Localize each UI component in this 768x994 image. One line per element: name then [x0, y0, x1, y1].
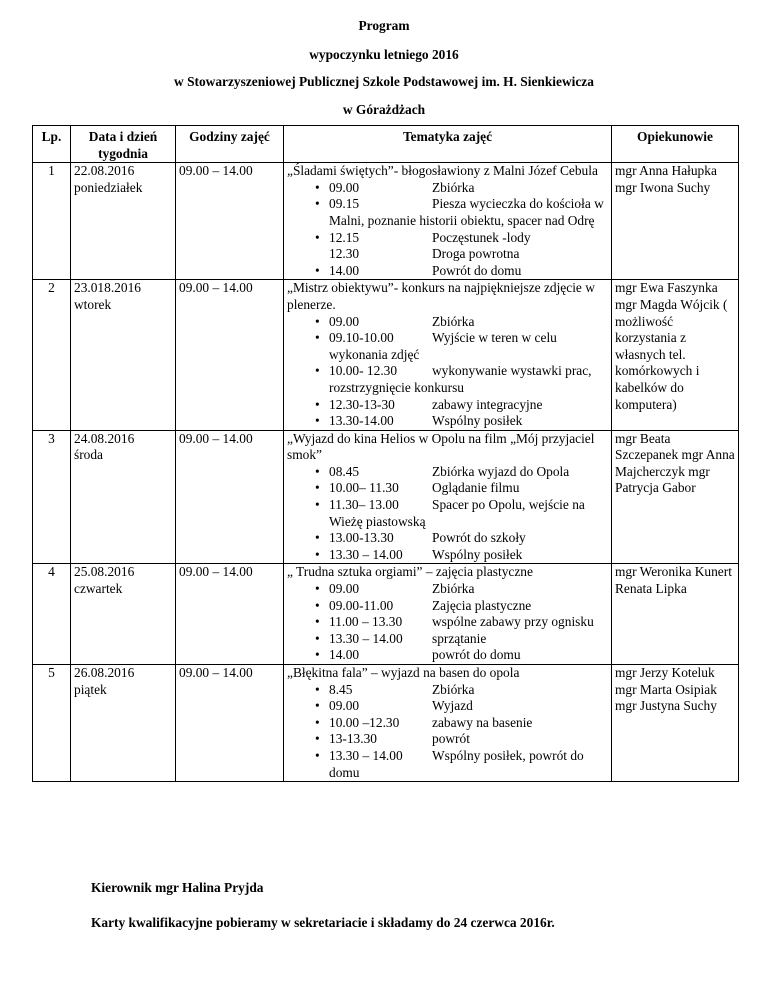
row-guardians: mgr Weronika Kunert Renata Lipka: [612, 564, 739, 665]
row-hours: 09.00 – 14.00: [176, 564, 284, 665]
bullet-icon: •: [315, 747, 320, 763]
schedule-text: sprzątanie: [432, 630, 487, 646]
bullet-icon: •: [315, 546, 320, 562]
bullet-icon: •: [315, 597, 320, 613]
schedule-item: [315, 597, 608, 615]
schedule-text: Piesza wycieczka do kościoła w Malni, poznanie historii obiektu, spacer nad Odrę: [329, 196, 604, 228]
schedule-time: 14.00: [329, 647, 360, 663]
doc-title: Program: [358, 18, 410, 33]
location: w Górażdżach: [342, 102, 426, 117]
row-date-cell: [71, 430, 176, 564]
col-header-guardians: Opiekunowie: [612, 126, 739, 163]
schedule-text: Spacer po Opolu, wejście na Wieżę piastowską: [329, 497, 585, 529]
bullet-icon: •: [315, 614, 320, 630]
col-header-lp: Lp.: [33, 126, 71, 163]
row-number: 1: [33, 163, 71, 280]
col-header-topic: Tematyka zajęć: [284, 126, 612, 163]
table-row: [33, 430, 739, 564]
row-date: 24.08.2016: [74, 430, 135, 446]
bullet-icon: •: [315, 262, 320, 278]
schedule-item: [315, 614, 608, 631]
schedule-time: 09.15: [329, 196, 360, 212]
row-date: 26.08.2016: [74, 665, 135, 680]
table-row: [33, 665, 739, 782]
schedule-time: 13.30 – 14.00: [329, 546, 403, 562]
row-hours: 09.00 – 14.00: [176, 430, 284, 564]
schedule-time: 13.30-14.00: [329, 413, 394, 429]
schedule-text: powrót: [432, 731, 470, 747]
activity-title: „Wyjazd do kina Helios w Opolu na film „Mój przyjaciel smok”: [287, 430, 595, 463]
row-topic-cell: [284, 665, 612, 782]
bullet-icon: •: [315, 179, 320, 195]
row-weekday: piątek: [74, 681, 107, 697]
schedule-time: 10.00– 11.30: [329, 480, 399, 496]
schedule-text: Powrót do domu: [432, 262, 522, 278]
schedule-item: [315, 546, 608, 564]
schedule-text: Wspólny posiłek: [432, 413, 523, 429]
bullet-icon: •: [315, 581, 320, 597]
schedule-item: [315, 262, 608, 280]
schedule-item: [315, 731, 608, 748]
school-name: w Stowarzyszeniowej Publicznej Szkole Podstawowej im. H. Sienkiewicza: [174, 74, 594, 89]
schedule-time: 09.00: [329, 581, 360, 597]
bullet-icon: •: [315, 313, 320, 329]
bullet-icon: •: [315, 413, 320, 429]
schedule-time: 13.30 – 14.00: [329, 747, 403, 763]
schedule-time: 10.00- 12.30: [329, 363, 398, 379]
bullet-icon: •: [315, 714, 320, 730]
schedule-item: [315, 363, 608, 396]
bullet-icon: •: [315, 647, 320, 663]
schedule-item: [315, 179, 608, 197]
bullet-icon: •: [315, 363, 320, 379]
bullet-icon: •: [315, 480, 320, 496]
schedule-text: wykonywanie wystawki prac, rozstrzygnięcie konkursu: [329, 363, 592, 395]
table-row: [33, 564, 739, 665]
schedule-time: 13.00-13.30: [329, 530, 394, 546]
schedule-item: [329, 246, 608, 263]
schedule-time: 12.30-13-30: [329, 396, 395, 412]
schedule-text: Wspólny posiłek: [432, 546, 523, 562]
schedule-time: 10.00 –12.30: [329, 714, 400, 730]
schedule-item: [315, 463, 608, 481]
schedule-text: zabawy na basenie: [432, 714, 533, 730]
row-number: 4: [33, 564, 71, 665]
schedule-item: [315, 714, 608, 732]
row-number: 2: [33, 280, 71, 430]
schedule-text: Zajęcia plastyczne: [432, 597, 532, 613]
row-topic-cell: [284, 564, 612, 665]
schedule-item: [315, 530, 608, 547]
row-weekday: poniedziałek: [74, 179, 143, 195]
row-weekday: czwartek: [74, 581, 123, 597]
schedule-time: 11.30– 13.00: [329, 497, 399, 513]
row-topic-cell: [284, 430, 612, 564]
table-row: [33, 280, 739, 430]
row-guardians: mgr Beata Szczepanek mgr Anna Majcherczyk mgr Patrycja Gabor: [612, 430, 739, 564]
row-number: 5: [33, 665, 71, 782]
schedule-time: 09.00: [329, 179, 360, 195]
schedule-item: [315, 647, 608, 664]
schedule-text: Zbiórka: [432, 681, 475, 697]
schedule-text: Wspólny posiłek, powrót do domu: [329, 747, 584, 780]
schedule-text: Wyjazd: [432, 698, 473, 714]
schedule-text: Zbiórka wyjazd do Opola: [432, 463, 570, 479]
bullet-icon: •: [315, 396, 320, 412]
row-topic-cell: [284, 280, 612, 430]
row-hours: 09.00 – 14.00: [176, 163, 284, 280]
schedule-time: 12.30: [329, 246, 360, 262]
row-weekday: środa: [74, 447, 104, 463]
bullet-icon: •: [315, 330, 320, 346]
row-hours: 09.00 – 14.00: [176, 665, 284, 782]
col-header-hours: Godziny zajęć: [176, 126, 284, 163]
director-line: Kierownik mgr Halina Pryjda: [91, 880, 264, 895]
schedule-item: [315, 681, 608, 699]
schedule-item: [315, 581, 608, 598]
row-guardians: mgr Ewa Faszynka mgr Magda Wójcik ( możliwość korzystania z własnych tel. komórkowych i kabelków do komputera): [612, 280, 739, 430]
row-date-cell: [71, 280, 176, 430]
schedule-item: [315, 480, 608, 497]
schedule-time: 09.10-10.00: [329, 330, 394, 346]
bullet-icon: •: [315, 530, 320, 546]
bullet-icon: •: [315, 196, 320, 212]
row-date-cell: [71, 163, 176, 280]
row-hours: 09.00 – 14.00: [176, 280, 284, 430]
schedule-time: 09.00: [329, 313, 360, 329]
schedule-text: Zbiórka: [432, 179, 475, 195]
table-header-row: [33, 126, 739, 163]
schedule-item: [315, 698, 608, 715]
schedule-time: 13-13.30: [329, 731, 377, 747]
row-date: 23.018.2016: [74, 280, 141, 296]
table-row: [33, 163, 739, 280]
schedule-time: 12.15: [329, 229, 360, 245]
activity-title: „Mistrz obiektywu”- konkurs na najpiękniejsze zdjęcie w plenerze.: [287, 280, 595, 312]
schedule-time: 8.45: [329, 681, 353, 697]
bullet-icon: •: [315, 681, 320, 697]
schedule-item: [315, 747, 608, 781]
bullet-icon: •: [315, 497, 320, 513]
schedule-time: 13.30 – 14.00: [329, 630, 403, 646]
row-date: 25.08.2016: [74, 564, 135, 580]
schedule-item: [315, 196, 608, 229]
registration-note: Karty kwalifikacyjne pobieramy w sekretariacie i składamy do 24 czerwca 2016r.: [91, 915, 555, 930]
schedule-time: 14.00: [329, 262, 360, 278]
schedule-time: 09.00-11.00: [329, 597, 394, 613]
schedule-item: [315, 413, 608, 430]
bullet-icon: •: [315, 229, 320, 245]
row-guardians: mgr Jerzy Koteluk mgr Marta Osipiak mgr Justyna Suchy: [612, 665, 739, 782]
schedule-text: Zbiórka: [432, 313, 475, 329]
bullet-icon: •: [315, 630, 320, 646]
row-weekday: wtorek: [74, 296, 112, 312]
schedule-item: [315, 396, 608, 414]
schedule-item: [315, 630, 608, 648]
row-number: 3: [33, 430, 71, 564]
schedule-item: [315, 229, 608, 247]
activity-title: „Błękitna fala” – wyjazd na basen do opola: [287, 665, 520, 680]
schedule-text: Droga powrotna: [432, 246, 520, 262]
program-table: [32, 125, 739, 782]
schedule-text: Poczęstunek -lody: [432, 229, 531, 245]
activity-title: „ Trudna sztuka orgiami” – zajęcia plastyczne: [287, 564, 533, 580]
schedule-item: [315, 497, 608, 530]
bullet-icon: •: [315, 731, 320, 747]
activity-title: „Śladami świętych”- błogosławiony z Malni Józef Cebula: [287, 163, 598, 179]
row-date: 22.08.2016: [74, 163, 135, 179]
row-date-cell: [71, 564, 176, 665]
schedule-time: 11.00 – 13.30: [329, 614, 403, 630]
schedule-text: powrót do domu: [432, 647, 521, 663]
schedule-item: [315, 313, 608, 331]
row-date-cell: [71, 665, 176, 782]
schedule-text: Powrót do szkoły: [432, 530, 526, 546]
schedule-text: Oglądanie filmu: [432, 480, 520, 496]
bullet-icon: •: [315, 698, 320, 714]
schedule-text: wspólne zabawy przy ognisku: [432, 614, 594, 630]
bullet-icon: •: [315, 463, 320, 479]
schedule-text: Zbiórka: [432, 581, 475, 597]
col-header-date: Data i dzień tygodnia: [71, 126, 176, 163]
row-guardians: mgr Anna Hałupka mgr Iwona Suchy: [612, 163, 739, 280]
schedule-text: zabawy integracyjne: [432, 396, 543, 412]
schedule-item: [315, 330, 608, 363]
schedule-time: 09.00: [329, 698, 360, 714]
schedule-time: 08.45: [329, 463, 360, 479]
schedule-text: Wyjście w teren w celu wykonania zdjęć: [329, 330, 557, 362]
doc-subtitle: wypoczynku letniego 2016: [309, 47, 459, 62]
row-topic-cell: [284, 163, 612, 280]
